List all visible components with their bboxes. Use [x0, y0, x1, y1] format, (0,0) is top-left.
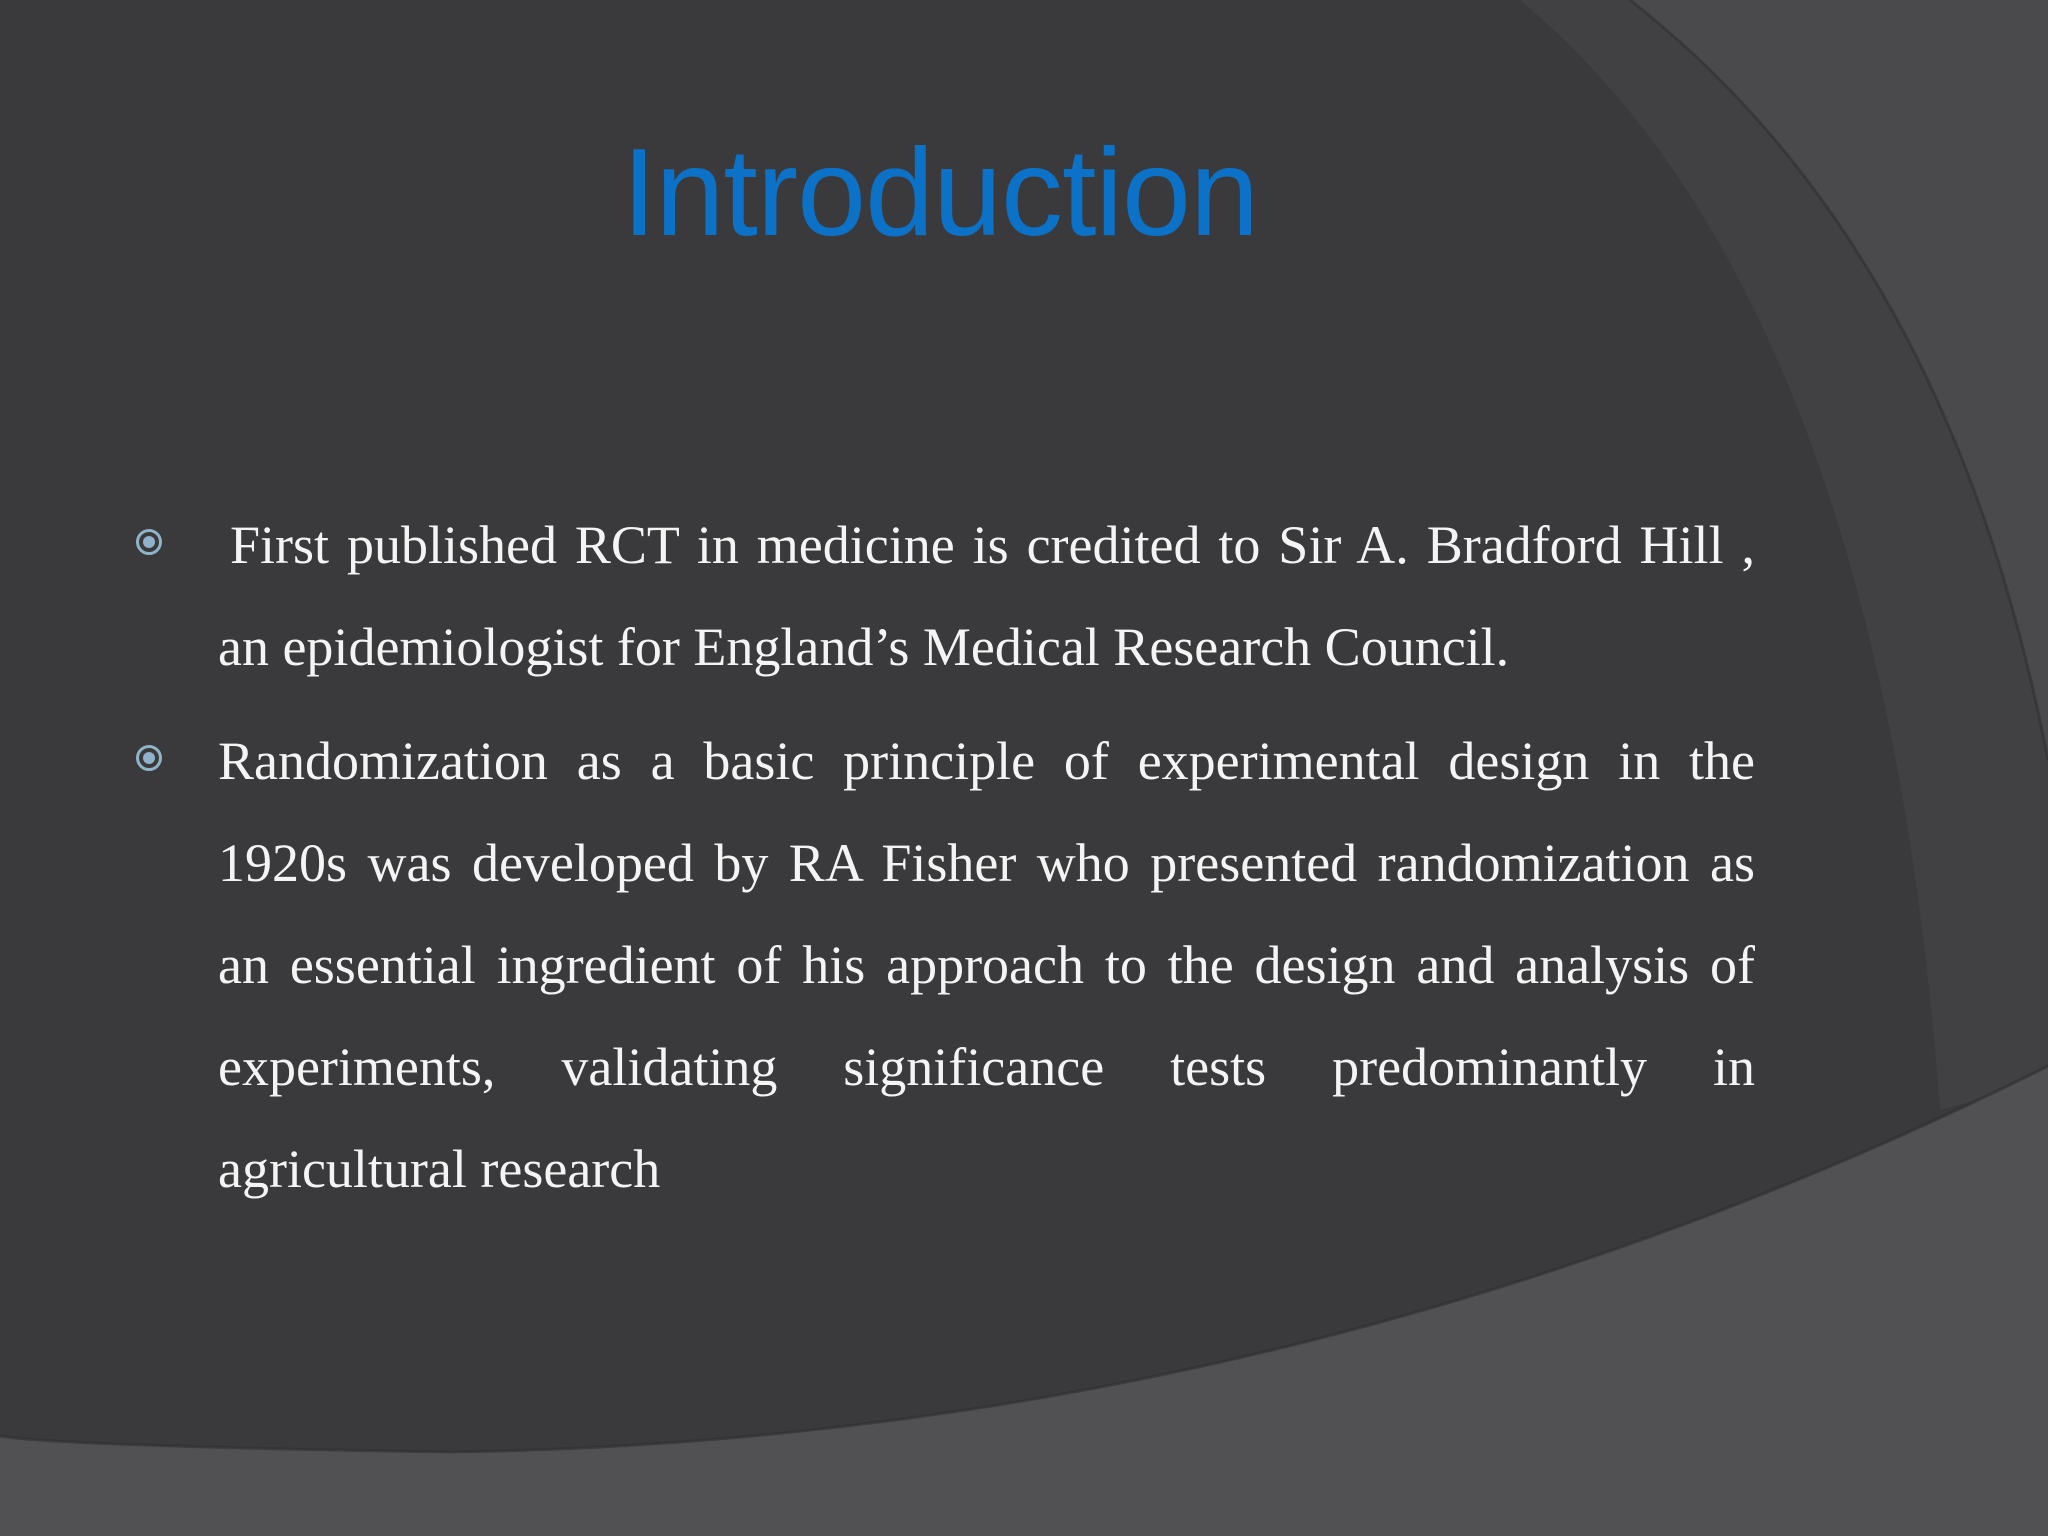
- slide-title: Introduction: [622, 124, 1258, 262]
- bullet-text: First published RCT in medicine is credited to Sir A. Bradford Hill , an epidemiologist for England’s Medical Research Council.: [218, 515, 1755, 677]
- circled-dot-icon: [135, 528, 163, 556]
- bullet-item: [130, 494, 1755, 698]
- bullet-list: [130, 494, 1755, 1232]
- bullet-text: Randomization as a basic principle of experimental design in the 1920s was developed by RA Fisher who presented randomization as an essential ingredient of his approach to the design and analysis of experiments, validating significance tests predominantly in agricultural research: [218, 731, 1755, 1199]
- bullet-item: [130, 710, 1755, 1220]
- circled-dot-icon: [135, 744, 163, 772]
